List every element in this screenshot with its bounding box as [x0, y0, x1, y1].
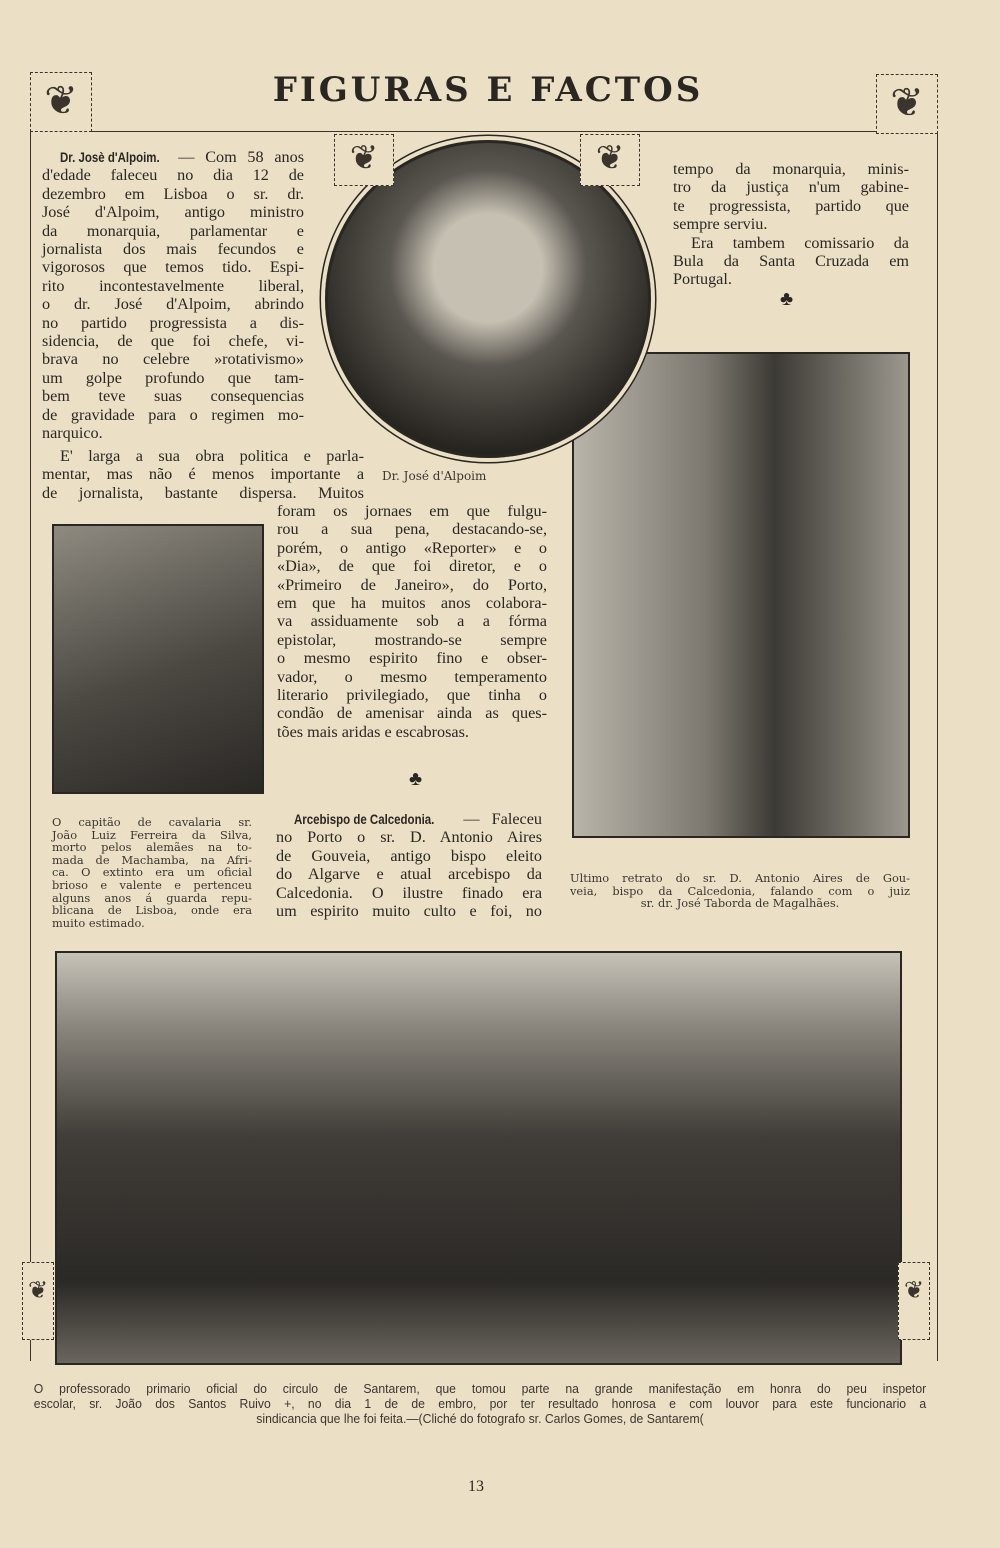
text-line: dezembro em Lisboa o sr. dr.	[42, 184, 304, 203]
text-line: te progressista, partido que	[673, 196, 909, 215]
text-line: rito incontestavelmente liberal,	[42, 276, 304, 295]
text-line: João Luiz Ferreira da Silva,	[52, 827, 252, 842]
text-line: tempo da monarquia, minis-	[673, 160, 909, 178]
text-line: de Gouveia, antigo bispo eleito	[276, 846, 542, 865]
photo-teachers-group	[55, 951, 902, 1365]
text-line: «Primeiro de Janeiro», do Porto,	[277, 575, 547, 594]
text-line: sr. dr. José Taborda de Magalhães.	[640, 896, 840, 911]
captain-caption	[52, 816, 252, 929]
text-line: veia, bispo da Calcedonia, falando com o juiz	[570, 883, 910, 898]
text-line: Ultimo retrato do sr. D. Antonio Aires de Gou-	[570, 871, 910, 885]
section-divider-icon: ♣	[409, 768, 423, 790]
text-line: mada de Machamba, na Afri-	[52, 852, 252, 867]
text-line: morto pelos alemães na to-	[52, 840, 252, 855]
ornament-top-right: ❦	[876, 74, 938, 134]
portrait-jose-dalpoim	[325, 140, 651, 458]
text-line: muito estimado.	[52, 915, 145, 930]
text-line: E' larga a sua obra politica e parla-	[60, 447, 364, 465]
group-photo-caption	[34, 1382, 926, 1427]
portrait-caption: Dr. José d'Alpoim	[382, 469, 487, 483]
article-alpoim-column	[42, 148, 304, 443]
text-line: foram os jornaes em que fulgu-	[277, 502, 547, 520]
caption-line: escolar, sr. João dos Santos Ruivo +, no dia 1 de de embro, por ter resultado honrosa e com louvor para este funcionario a	[33, 1397, 927, 1411]
ornament-portrait-right: ❦	[580, 134, 640, 186]
photo-bishop-and-judge	[572, 352, 910, 838]
text-line: «Dia», de que foi diretor, e o	[277, 557, 547, 576]
text-line: Calcedonia. O ilustre finado era	[276, 883, 542, 902]
text-line: no Porto o sr. D. Antonio Aires	[276, 828, 542, 847]
article-heading: Arcebispo de Calcedonia.	[294, 811, 435, 827]
text-line: o mesmo espirito fino e obser-	[277, 649, 547, 668]
bishop-caption	[570, 872, 910, 910]
text-line: o dr. José d'Alpoim, abrindo	[42, 295, 304, 314]
text-line: alguns anos á guarda repu-	[52, 890, 252, 905]
text-line: vigorosos que temos tido. Espi-	[42, 258, 304, 277]
article-arcebispo	[276, 810, 542, 920]
page-frame-top	[30, 131, 938, 132]
text-line: sempre serviu.	[673, 215, 768, 234]
text-line: tões mais aridas e escabrosas.	[277, 722, 469, 741]
text-line: O capitão de cavalaria sr.	[52, 815, 252, 829]
article-heading: Dr. Josè d'Alpoim.	[60, 149, 160, 165]
ornament-bottom-right: ❦	[898, 1262, 930, 1340]
text-line	[276, 810, 542, 828]
text-line: Portugal.	[673, 270, 732, 289]
ornament-portrait-left: ❦	[334, 134, 394, 186]
text-line: um golpe profundo que tam-	[42, 368, 304, 387]
caption-line: sindicancia que lhe foi feita.—(Cliché do fotografo sr. Carlos Gomes, de Santarem(	[256, 1412, 704, 1426]
section-divider-icon: ♣	[780, 288, 794, 310]
text-line: rou a sua pena, destacando-se,	[277, 520, 547, 539]
text-line: condão de amenisar ainda as ques-	[277, 704, 547, 723]
text-line-body: — Com 58 anos	[167, 148, 304, 166]
text-line	[42, 148, 304, 166]
text-line: tro da justiça n'um gabine-	[673, 178, 909, 197]
text-line: de jornalista, bastante dispersa. Muitos	[42, 483, 364, 502]
text-line: brioso e valente e pertenceu	[52, 877, 252, 892]
text-line: José d'Alpoim, antigo ministro	[42, 203, 304, 222]
ornament-bottom-left: ❦	[22, 1262, 54, 1340]
text-line: da monarquia, parlamentar e	[42, 221, 304, 240]
text-line: no partido progressista a dis-	[42, 313, 304, 332]
text-line: jornalista dos mais fecundos e	[42, 240, 304, 259]
page-title: FIGURAS E FACTOS	[272, 70, 704, 110]
text-line: Era tambem comissario da	[691, 233, 909, 252]
photo-captain	[52, 524, 264, 794]
text-line: epistolar, mostrando-se sempre	[277, 630, 547, 649]
text-line: brava no celebre »rotativismo»	[42, 350, 304, 369]
text-line: bem teve suas consequencias	[42, 387, 304, 406]
text-line: literario privilegiado, que tinha o	[277, 686, 547, 705]
text-line: vador, o mesmo temperamento	[277, 667, 547, 686]
text-line: va assiduamente sob a a fórma	[277, 612, 547, 631]
ornament-top-left: ❦	[30, 72, 92, 132]
page-number: 13	[468, 1478, 484, 1495]
page-frame-left	[30, 131, 31, 1361]
text-line: d'edade faleceu no dia 12 de	[42, 166, 304, 185]
page-frame-right	[937, 131, 938, 1361]
text-line: blicana de Lisboa, onde era	[52, 903, 252, 918]
text-line: um espirito muito culto e foi, no	[276, 902, 542, 921]
text-line: de gravidade para o regimen mo-	[42, 405, 304, 424]
text-line: Bula da Santa Cruzada em	[673, 252, 909, 271]
text-line: do Algarve e atual arcebispo da	[276, 865, 542, 884]
article-alpoim-continued	[277, 502, 547, 741]
article-alpoim-right	[673, 160, 909, 289]
text-line: ca. O extinto era um oficial	[52, 865, 252, 880]
article-alpoim-wide-lines	[42, 447, 364, 502]
text-line: sidencia, de que foi chefe, vi-	[42, 332, 304, 351]
text-line: em que ha muitos anos colabora-	[277, 594, 547, 613]
text-line: narquico.	[42, 424, 103, 443]
text-line-body: — Faleceu	[451, 810, 542, 828]
text-line: mentar, mas não é menos importante a	[42, 465, 364, 484]
text-line: porém, o antigo «Reporter» e o	[277, 538, 547, 557]
caption-line: O professorado primario oficial do circulo de Santarem, que tomou parte na grande manifestação em honra do peu inspetor	[33, 1382, 927, 1396]
